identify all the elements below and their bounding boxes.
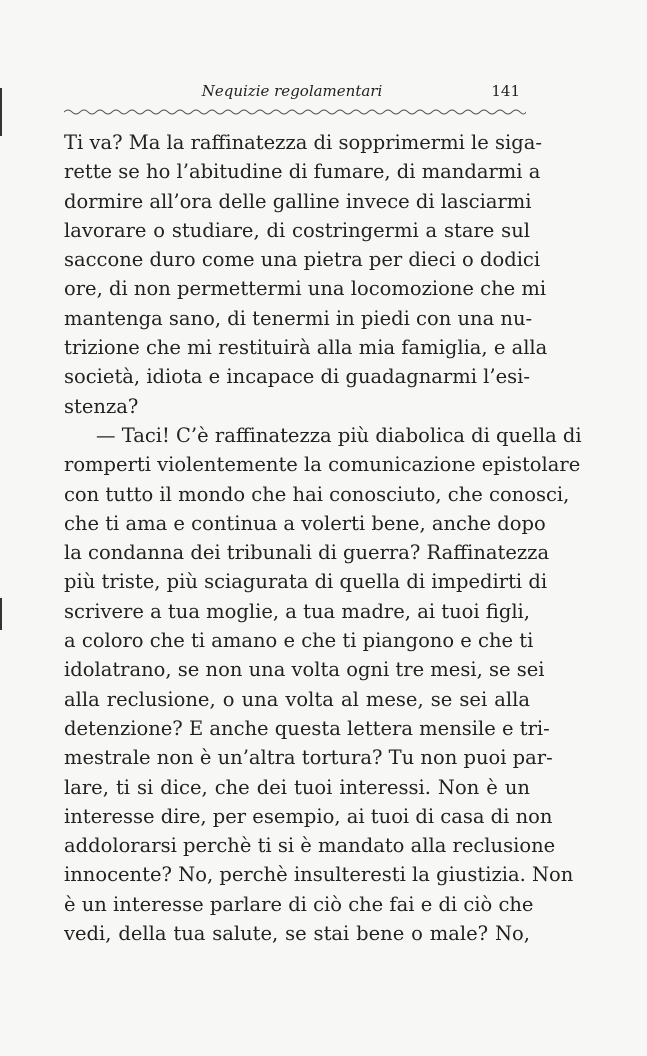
text-line: stenza? (64, 394, 139, 418)
text-line: rette se ho l’abitudine di fumare, di mandarmi a (64, 160, 541, 184)
text-line: con tutto il mondo che hai conosciuto, che conosci, (64, 482, 570, 506)
text-line: — Taci! C’è raffinatezza più diabolica di quella di (96, 423, 582, 447)
text-line: mantenga sano, di tenermi in piedi con una nu- (64, 306, 533, 330)
text-line: vedi, della tua salute, se stai bene o male? No, (64, 922, 530, 946)
text-line: detenzione? E anche questa lettera mensile e tri- (64, 716, 550, 740)
text-line: lare, ti si dice, che dei tuoi interessi. Non è un (64, 775, 530, 799)
text-line: società, idiota e incapace di guadagnarmi l’esi- (64, 365, 530, 389)
text-line: saccone duro come una pietra per dieci o dodici (64, 248, 541, 272)
text-line: più triste, più sciagurata di quella di impedirti di (64, 570, 548, 594)
text-line: interesse dire, per esempio, ai tuoi di casa di non (64, 804, 553, 828)
text-line: Ti va? Ma la raffinatezza di sopprimermi le siga- (64, 131, 542, 154)
text-line: a coloro che ti amano e che ti piangono e che ti (64, 629, 534, 653)
body-text (64, 128, 582, 948)
text-line: idolatrano, se non una volta ogni tre mesi, se sei (64, 658, 545, 682)
text-line: la condanna dei tribunali di guerra? Raffinatezza (64, 541, 550, 565)
text-line: ore, di non permettermi una locomozione che mi (64, 277, 547, 301)
text-line: è un interesse parlare di ciò che fai e di ciò che (64, 892, 534, 916)
text-line: alla reclusione, o una volta al mese, se sei alla (64, 687, 530, 711)
decorative-wavy-rule (64, 108, 526, 116)
text-line: romperti violentemente la comunicazione epistolare (64, 453, 581, 477)
text-line: mestrale non è un’altra tortura? Tu non puoi par- (64, 746, 553, 770)
text-line: che ti ama e continua a volerti bene, anche dopo (64, 511, 546, 535)
paragraph-2 (64, 421, 582, 948)
running-header (64, 80, 520, 104)
text-line: trizione che mi restituirà alla mia famiglia, e alla (64, 336, 548, 360)
text-line: addolorarsi perchè ti si è mandato alla reclusione (64, 834, 556, 858)
page-number: 141 (491, 82, 520, 100)
text-line: lavorare o studiare, di costringermi a stare sul (64, 218, 530, 242)
paragraph-1 (64, 128, 548, 421)
scan-edge-mark (0, 88, 2, 136)
text-line: scrivere a tua moglie, a tua madre, ai tuoi figli, (64, 599, 530, 623)
text-line: innocente? No, perchè insulteresti la giustizia. Non (64, 863, 574, 887)
running-title: Nequizie regolamentari (201, 82, 383, 100)
scan-edge-mark (0, 598, 2, 630)
text-line: dormire all’ora delle galline invece di lasciarmi (64, 189, 532, 213)
